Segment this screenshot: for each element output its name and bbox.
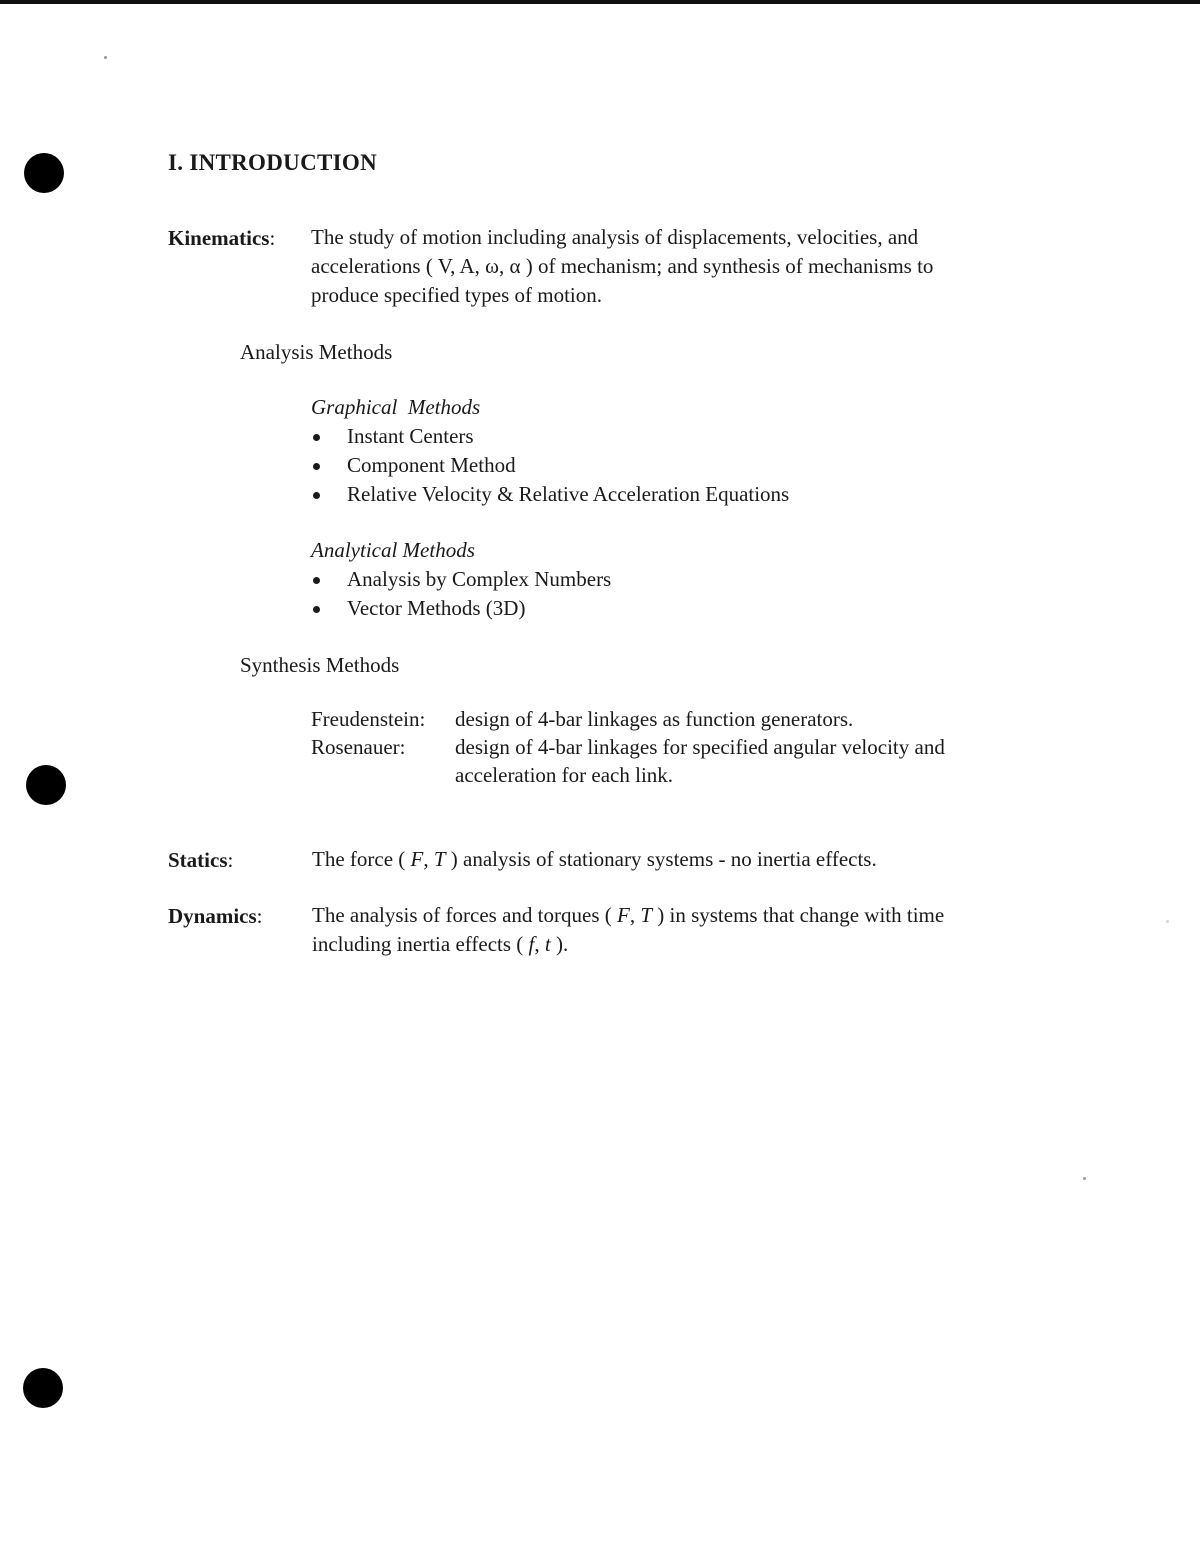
list-item-text: Analysis by Complex Numbers [347,567,612,591]
top-edge-shadow [0,0,1200,4]
dynamics-line2-prefix: including inertia effects ( [312,932,529,956]
punch-hole-middle [26,765,66,805]
dynamics-torque-symbol: T [640,903,652,927]
dynamics-force-symbol: F [616,903,630,927]
statics-term-colon: : [227,848,234,872]
dynamics-line-2 [312,930,568,959]
analysis-methods-title: Analysis Methods [240,340,393,364]
bullet-icon [313,463,320,470]
statics-separator: , [423,847,434,871]
statics-term [168,848,233,873]
dynamics-term-colon: : [256,904,263,928]
dynamics-line1-prefix: The analysis of forces and torques ( [312,903,617,927]
punch-hole-top [24,153,64,193]
dynamics-line-1 [312,901,944,930]
synthesis-methods-title: Synthesis Methods [240,653,400,677]
list-item [311,422,789,451]
statics-torque-symbol: T [433,847,446,871]
list-item [311,594,611,623]
list-item-text: Vector Methods (3D) [347,596,526,620]
section-heading: I. INTRODUCTION [168,150,377,175]
kinematics-definition [311,223,933,310]
list-item-text: Component Method [347,453,516,477]
list-item-text: Instant Centers [347,424,474,448]
kinematics-line-3: produce specified types of motion. [311,283,603,307]
dynamics-inertia-torque-symbol: t [544,932,551,956]
statics-text-suffix: ) analysis of stationary systems - no inertia effects. [445,847,877,871]
analytical-methods-list [311,565,611,623]
scan-speck [1166,920,1169,923]
graphical-methods-title: Graphical Methods [311,395,481,419]
freudenstein-label: Freudenstein: [311,707,426,731]
rosenauer-line-2: acceleration for each link. [455,763,674,787]
bullet-icon [313,492,320,499]
rosenauer-line-1: design of 4-bar linkages for specified angular velocity and [455,735,945,759]
list-item [311,565,611,594]
list-item [311,451,789,480]
graphical-methods-list [311,422,789,509]
kinematics-line-2: accelerations ( V, A, ω, α ) of mechanism; and synthesis of mechanisms to [311,254,934,278]
statics-term-text: Statics [168,848,228,872]
kinematics-line-1: The study of motion including analysis of displacements, velocities, and [311,225,919,249]
bullet-icon [313,577,320,584]
punch-hole-bottom [23,1368,63,1408]
dynamics-separator-2: , [534,932,545,956]
dynamics-line1-suffix: ) in systems that change with time [652,903,945,927]
bullet-icon [313,606,320,613]
scan-speck [104,56,107,59]
dynamics-separator: , [629,903,641,927]
list-item-text: Relative Velocity & Relative Acceleration Equations [347,482,790,506]
kinematics-term [168,226,275,251]
scan-speck [1083,1177,1086,1180]
freudenstein-text: design of 4-bar linkages as function generators. [455,707,854,731]
dynamics-inertia-force-symbol: f [528,932,535,956]
dynamics-term [168,904,263,929]
kinematics-term-text: Kinematics [168,226,270,250]
rosenauer-label: Rosenauer: [311,735,406,759]
analytical-methods-title: Analytical Methods [311,538,475,562]
statics-text-prefix: The force ( [312,847,411,871]
bullet-icon [313,434,320,441]
kinematics-term-colon: : [269,226,276,250]
statics-definition [312,845,877,874]
dynamics-term-text: Dynamics [168,904,257,928]
list-item [311,480,789,509]
dynamics-line2-suffix: ). [550,932,569,956]
statics-force-symbol: F [410,847,424,871]
